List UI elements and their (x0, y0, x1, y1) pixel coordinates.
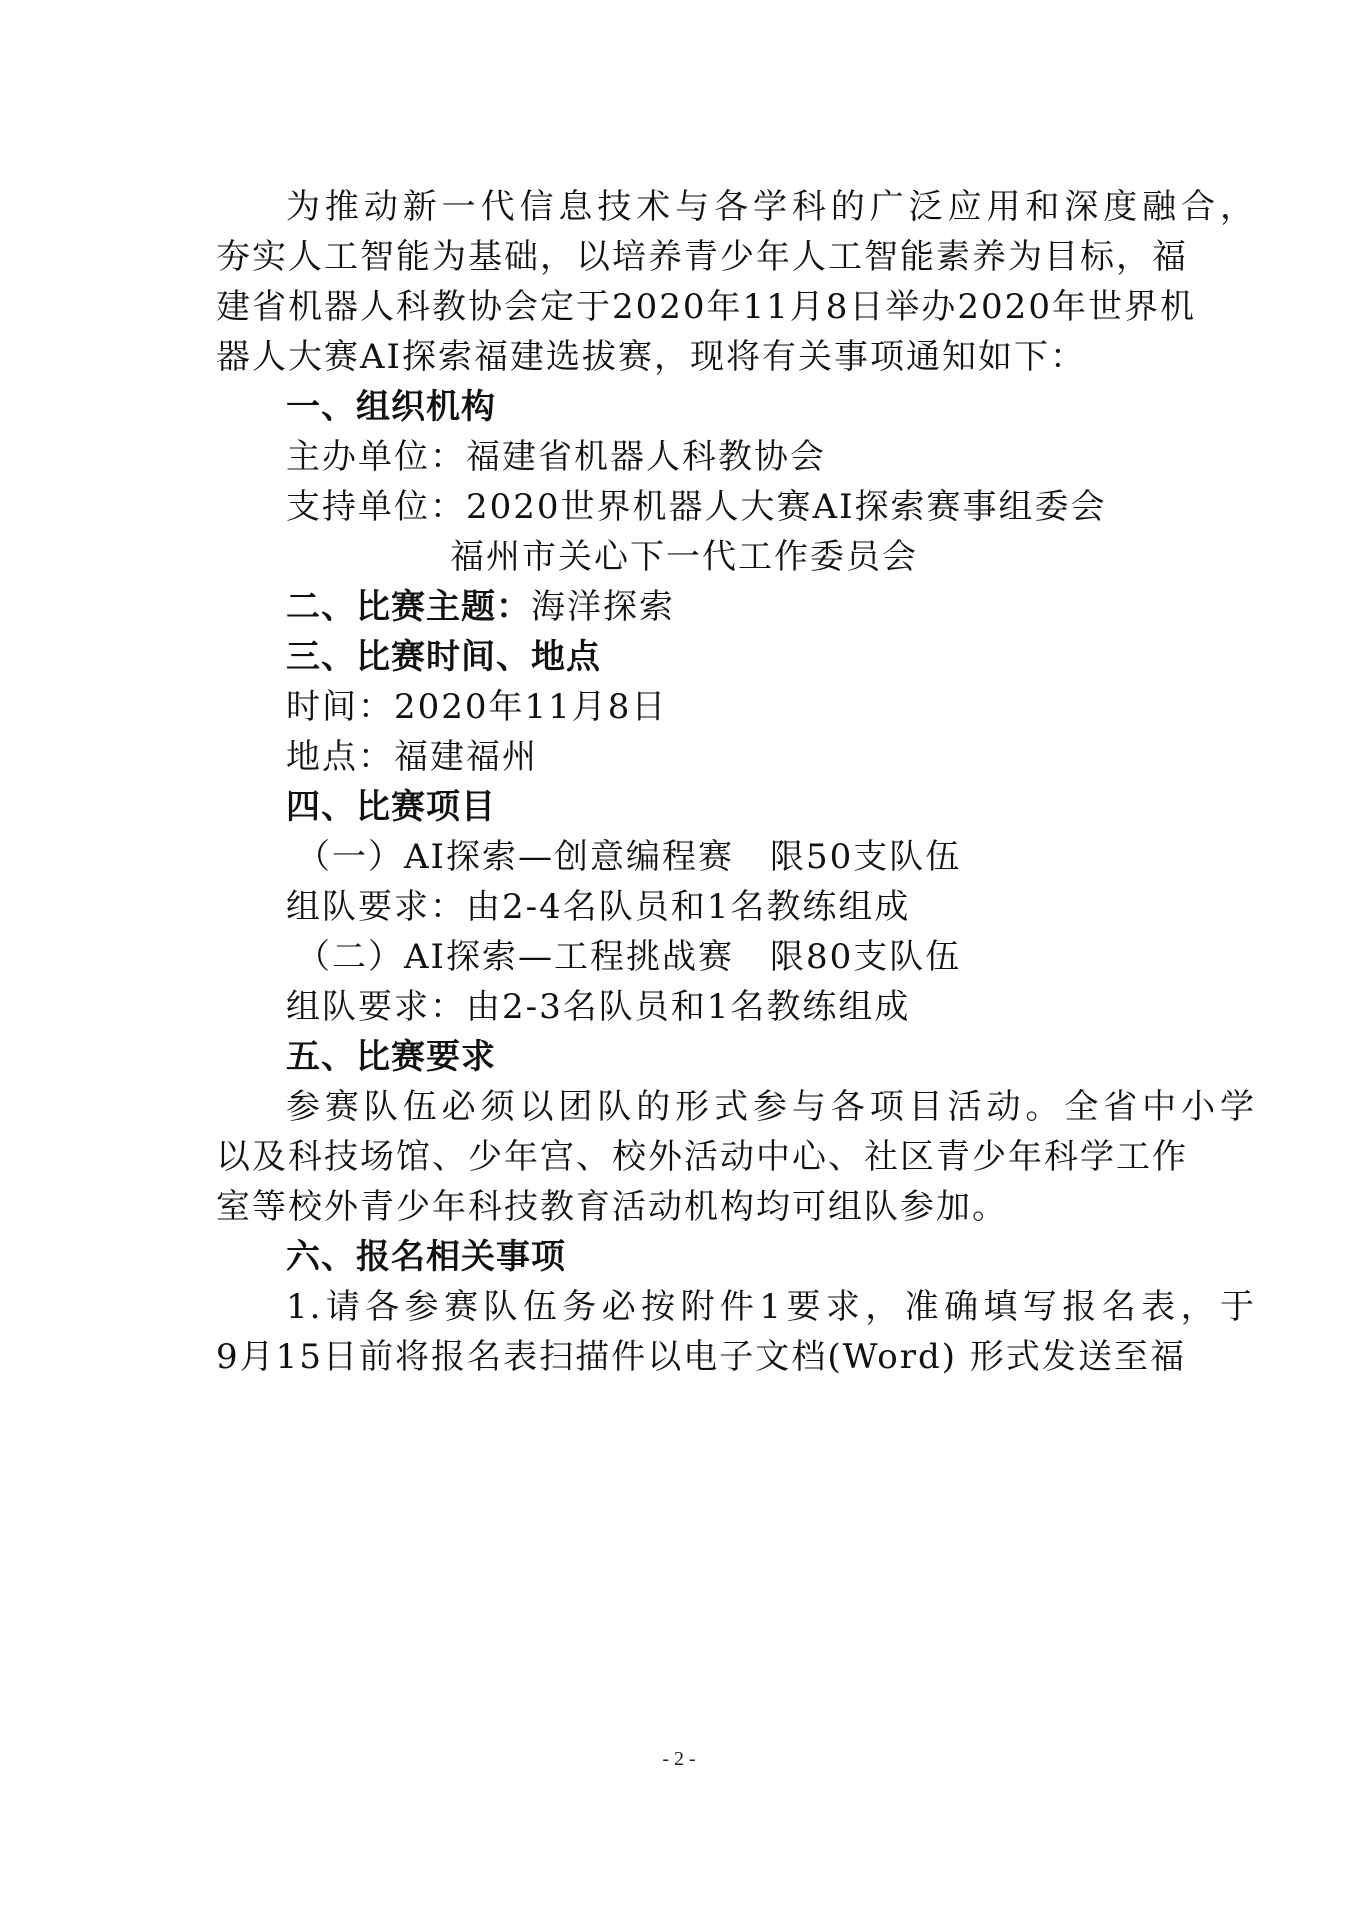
section1-heading: 一、组织机构 (286, 387, 496, 427)
registration-line-1: 1.请各参赛队伍务必按附件1要求，准确填写报名表，于 (286, 1287, 1256, 1327)
requirement-line-3: 室等校外青少年科技教育活动机构均可组队参加。 (216, 1187, 1008, 1227)
section4-heading: 四、比赛项目 (286, 787, 496, 827)
requirement-line-2: 以及科技场馆、少年宫、校外活动中心、社区青少年科学工作 (216, 1137, 1188, 1177)
support-organizer: 支持单位：2020世界机器人大赛AI探索赛事组委会 (286, 487, 1107, 527)
event-item-2-requirement: 组队要求：由2-3名队员和1名教练组成 (286, 987, 911, 1027)
competition-time: 时间：2020年11月8日 (286, 687, 668, 727)
event-item-1-requirement: 组队要求：由2-4名队员和1名教练组成 (286, 887, 911, 927)
section3-heading: 三、比赛时间、地点 (286, 637, 601, 677)
section2-heading-label: 二、比赛主题： (286, 587, 531, 627)
intro-line-3: 建省机器人科教协会定于2020年11月8日举办2020年世界机 (216, 287, 1196, 327)
intro-line-1: 为推动新一代信息技术与各学科的广泛应用和深度融合， (286, 187, 1256, 227)
support-organizer-2: 福州市关心下一代工作委员会 (450, 537, 918, 577)
registration-line-2: 9月15日前将报名表扫描件以电子文档(Word) 形式发送至福 (216, 1337, 1186, 1377)
event-item-1: （一）AI探索—创意编程赛 限50支队伍 (296, 837, 962, 877)
event-item-2: （二）AI探索—工程挑战赛 限80支队伍 (296, 937, 962, 977)
section5-heading: 五、比赛要求 (286, 1037, 496, 1077)
requirement-line-1: 参赛队伍必须以团队的形式参与各项目活动。全省中小学 (286, 1087, 1256, 1127)
section6-heading: 六、报名相关事项 (286, 1237, 566, 1277)
host-organizer: 主办单位：福建省机器人科教协会 (286, 437, 826, 477)
competition-place: 地点：福建福州 (286, 737, 538, 777)
intro-line-4: 器人大赛AI探索福建选拔赛，现将有关事项通知如下： (216, 337, 1086, 377)
competition-theme: 海洋探索 (531, 587, 675, 627)
intro-line-2: 夯实人工智能为基础，以培养青少年人工智能素养为目标，福 (216, 237, 1188, 277)
page-number: - 2 - (662, 1748, 696, 1770)
